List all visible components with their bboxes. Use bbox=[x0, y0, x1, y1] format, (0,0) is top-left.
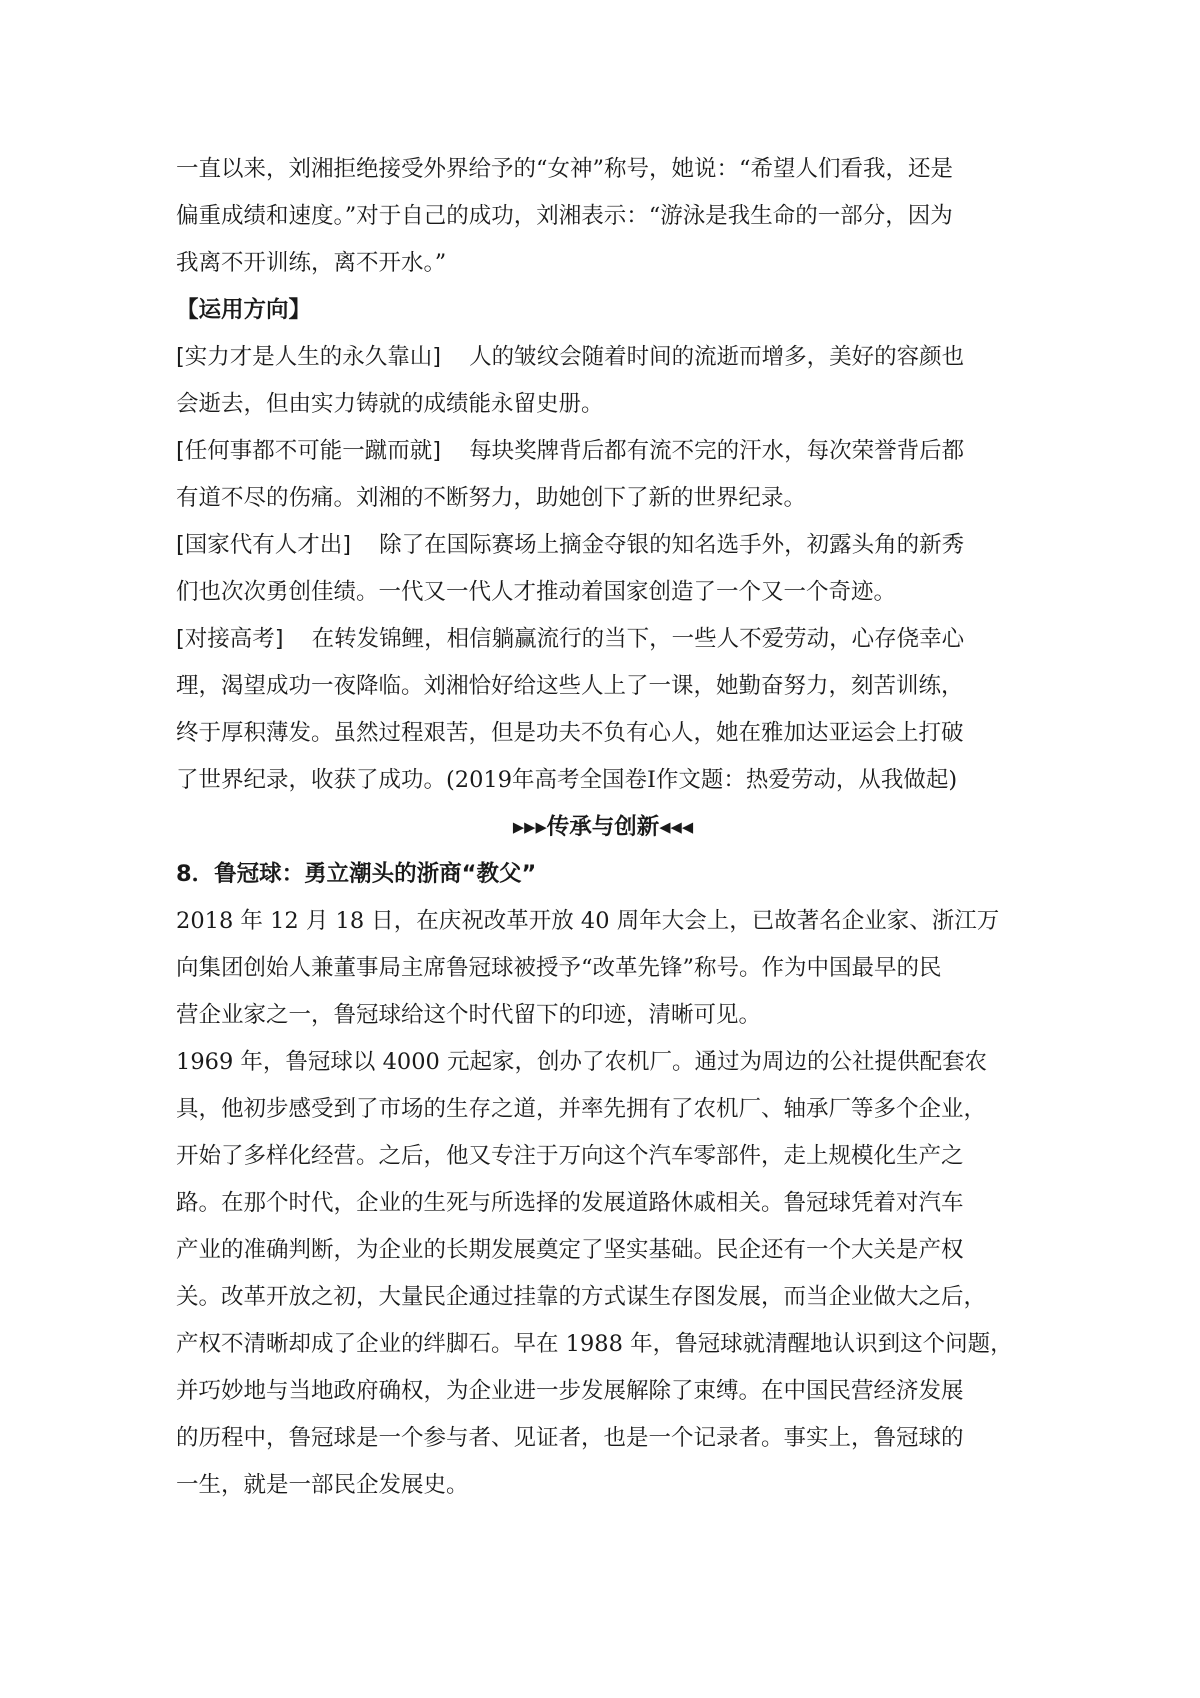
usage-text: 在转发锦鲤，相信躺赢流行的当下，一些人不爱劳动，心存侥幸心 bbox=[311, 626, 965, 652]
text-line: 具，他初步感受到了市场的生存之道，并率先拥有了农机厂、轴承厂等多个企业， bbox=[176, 1096, 987, 1122]
text-line: 的历程中，鲁冠球是一个参与者、见证者，也是一个记录者。事实上，鲁冠球的 bbox=[176, 1425, 964, 1451]
section-heading: 【运用方向】 bbox=[176, 297, 312, 323]
intro-paragraph bbox=[176, 146, 1030, 287]
text-line: 1969 年，鲁冠球以 4000 元起家，创办了农机厂。通过为周边的公社提供配套农 bbox=[176, 1049, 987, 1075]
text-line: 终于厚积薄发。虽然过程艰苦，但是功夫不负有心人，她在雅加达亚运会上打破 bbox=[176, 720, 964, 746]
text-line: 会逝去，但由实力铸就的成绩能永留史册。 bbox=[176, 391, 604, 417]
usage-label: [对接高考] bbox=[176, 626, 284, 652]
text-line: 产权不清晰却成了企业的绊脚石。早在 1988 年，鲁冠球就清醒地认识到这个问题， bbox=[176, 1331, 1013, 1357]
text-line bbox=[176, 616, 1030, 663]
text-line: 产业的准确判断，为企业的长期发展奠定了坚实基础。民企还有一个大关是产权 bbox=[176, 1237, 964, 1263]
text-line: 开始了多样化经营。之后，他又专注于万向这个汽车零部件，走上规模化生产之 bbox=[176, 1143, 964, 1169]
story-title: 8．鲁冠球：勇立潮头的浙商“教父” bbox=[176, 861, 537, 887]
text-line bbox=[176, 334, 1030, 381]
story-paragraph-1 bbox=[176, 898, 1030, 1039]
divider-title: ▸▸▸传承与创新◂◂◂ bbox=[512, 814, 694, 840]
usage-item bbox=[176, 522, 1030, 616]
story-paragraph-2 bbox=[176, 1039, 1030, 1509]
usage-item bbox=[176, 616, 1030, 804]
usage-item bbox=[176, 334, 1030, 428]
text-line: 一直以来，刘湘拒绝接受外界给予的“女神”称号，她说：“希望人们看我，还是 bbox=[176, 156, 954, 182]
text-line: 向集团创始人兼董事局主席鲁冠球被授予“改革先锋”称号。作为中国最早的民 bbox=[176, 955, 942, 981]
text-line: 关。改革开放之初，大量民企通过挂靠的方式谋生存图发展，而当企业做大之后， bbox=[176, 1284, 987, 1310]
usage-item bbox=[176, 428, 1030, 522]
text-line: 2018 年 12 月 18 日，在庆祝改革开放 40 周年大会上，已故著名企业家、浙江万 bbox=[176, 908, 1000, 934]
usage-label: [任何事都不可能一蹴而就] bbox=[176, 438, 442, 464]
usage-label: [国家代有人才出] bbox=[176, 532, 352, 558]
usage-text: 每块奖牌背后都有流不完的汗水，每次荣誉背后都 bbox=[469, 438, 965, 464]
text-line: 偏重成绩和速度。”对于自己的成功，刘湘表示：“游泳是我生命的一部分，因为 bbox=[176, 203, 953, 229]
usage-label: [实力才是人生的永久靠山] bbox=[176, 344, 442, 370]
text-line: 营企业家之一，鲁冠球给这个时代留下的印迹，清晰可见。 bbox=[176, 1002, 762, 1028]
text-line: 并巧妙地与当地政府确权，为企业进一步发展解除了束缚。在中国民营经济发展 bbox=[176, 1378, 964, 1404]
text-line bbox=[176, 522, 1030, 569]
document-page bbox=[176, 146, 1030, 1509]
text-line: 理，渴望成功一夜降临。刘湘恰好给这些人上了一课，她勤奋努力，刻苦训练， bbox=[176, 673, 964, 699]
text-line: 我离不开训练，离不开水。” bbox=[176, 250, 447, 276]
text-line: 一生，就是一部民企发展史。 bbox=[176, 1472, 469, 1498]
usage-text: 除了在国际赛场上摘金夺银的知名选手外，初露头角的新秀 bbox=[379, 532, 965, 558]
text-line: 了世界纪录，收获了成功。(2019年高考全国卷I作文题：热爱劳动，从我做起) bbox=[176, 767, 958, 793]
text-line: 有道不尽的伤痛。刘湘的不断努力，助她创下了新的世界纪录。 bbox=[176, 485, 807, 511]
usage-text: 人的皱纹会随着时间的流逝而增多，美好的容颜也 bbox=[469, 344, 965, 370]
text-line: 们也次次勇创佳绩。一代又一代人才推动着国家创造了一个又一个奇迹。 bbox=[176, 579, 897, 605]
text-line: 路。在那个时代，企业的生死与所选择的发展道路休戚相关。鲁冠球凭着对汽车 bbox=[176, 1190, 964, 1216]
text-line bbox=[176, 428, 1030, 475]
